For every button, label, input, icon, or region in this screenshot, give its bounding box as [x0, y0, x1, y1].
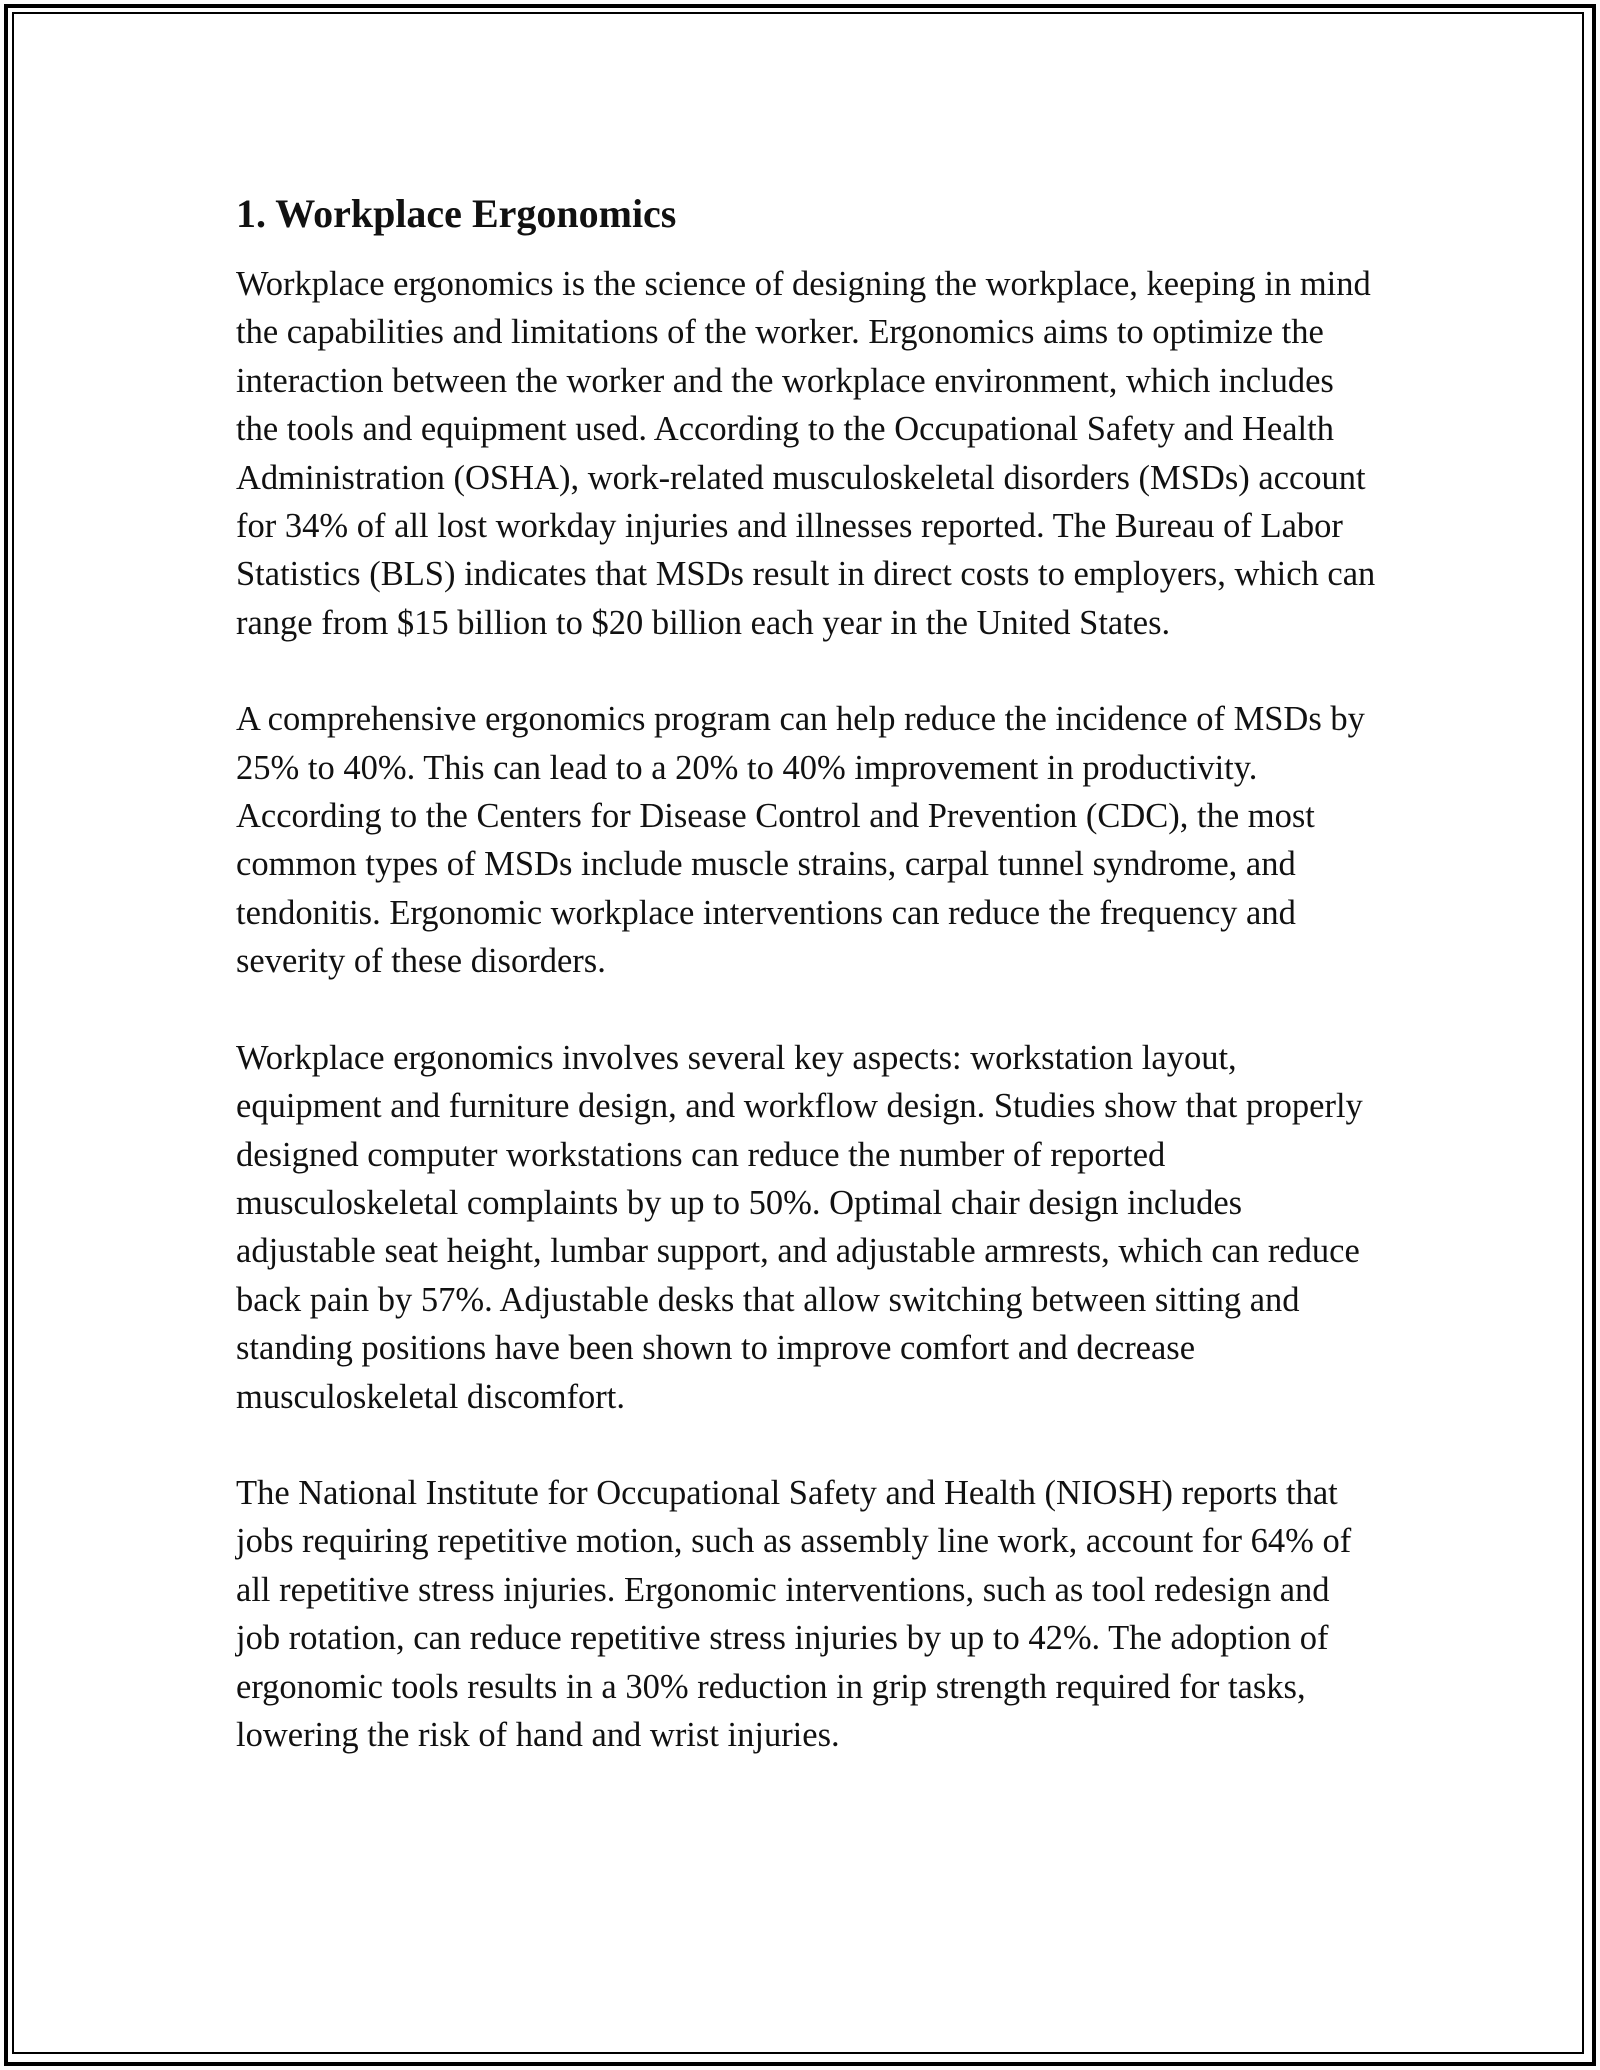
paragraph-key-aspects: Workplace ergonomics involves several key aspects: workstation layout, equipment and furniture design, and workflow design. Studies show that properly designed computer workstations can reduce the number of reported musculoskeletal complaints by up to 50%. Optimal chair design includes adjustable seat height, lumbar support, and adjustable armrests, which can reduce back pain by 57%. Adjustable desks that allow switching between sitting and standing positions have been shown to improve comfort and decrease musculoskeletal discomfort.	[236, 1038, 1363, 1416]
paragraph-repetitive-stress: The National Institute for Occupational Safety and Health (NIOSH) reports that jobs requiring repetitive motion, such as assembly line work, account for 64% of all repetitive stress injuries. Ergonomic interventions, such as tool redesign and job rotation, can reduce repetitive stress injuries by up to 42%. The adoption of ergonomic tools results in a 30% reduction in grip strength required for tasks, lowering the risk of hand and wrist injuries.	[236, 1473, 1352, 1754]
paragraph-intro: Workplace ergonomics is the science of designing the workplace, keeping in mind the capabilities and limitations of the worker. Ergonomics aims to optimize the interaction between the worker and the workplace environment, which includes the tools and equipment used. According to the Occupational Safety and Health Administration (OSHA), work-related musculoskeletal disorders (MSDs) account for 34% of all lost workday injuries and illnesses reported. The Bureau of Labor Statistics (BLS) indicates that MSDs result in direct costs to employers, which can range from $15 billion to $20 billion each year in the United States.	[236, 265, 1376, 642]
section-heading: 1. Workplace Ergonomics	[236, 191, 677, 236]
document-body	[236, 186, 1376, 1759]
paragraph-program-benefits: A comprehensive ergonomics program can help reduce the incidence of MSDs by 25% to 40%. This can lead to a 20% to 40% improvement in productivity. According to the Centers for Disease Control and Prevention (CDC), the most common types of MSDs include muscle strains, carpal tunnel syndrome, and tendonitis. Ergonomic workplace interventions can reduce the frequency and severity of these disorders.	[236, 700, 1365, 981]
